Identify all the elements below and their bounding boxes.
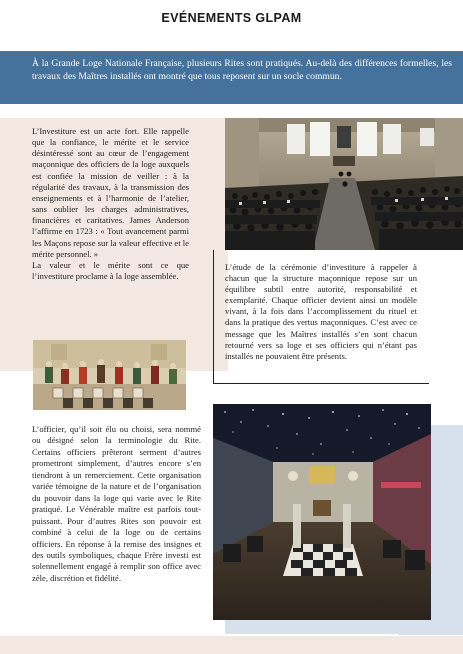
paragraph-valeur-merite: La valeur et le mérite sont ce que l’investiture proclame à la loge assemblée.	[32, 259, 189, 282]
blue-strip-bottom	[225, 620, 463, 634]
lodge-room-photo	[213, 404, 431, 620]
paragraph-officier: L’officier, qu’il soit élu ou choisi, sera nommé ou désigné selon la terminologie du Rite. Certains officiers prêteront serment d’autres promettront simplement, d’autres encore s’en tiendront à un remerciement. Cette organisation variée témoigne de la nature et de l’organisation du pouvoir dans la loge qui varie avec le Rite pratiqué. Le Vénérable maître est parfois tout-puissant. Pour d’autres Rites son pouvoir est combiné à celui de la loge ou de certains officiers. En réponse à la remise des insignes et des outils symboliques, chaque Frère investi est solennellement engagé à remplir son office avec zèle, discrétion et fidélité.	[32, 424, 201, 583]
ceremony-hall-photo	[225, 118, 463, 250]
beige-strip-bottom	[0, 636, 463, 654]
page-title: EVÉNEMENTS GLPAM	[161, 11, 302, 25]
intro-text: À la Grande Loge Nationale Française, plusieurs Rites sont pratiqués. Au-delà des différences formelles, les travaux des Maîtres installés ont montré que tous reposent sur un socle commun.	[32, 58, 452, 83]
lodge-painting-image	[33, 340, 186, 410]
intro-band	[0, 51, 463, 104]
paragraph-investiture: L’Investiture est un acte fort. Elle rappelle que la confiance, le mérite et le service désintéressé sont au cœur de l’engagement maçonnique des officiers de la loge auxquels est confiée la mission de veiller : à la régularité des travaux, à la transmission des enseignements et à l’harmonie de l’atelier, sans oublier les charges administratives, financières et caritatives. James Anderson l’affirme en 1723 : « Tout avancement parmi les Maçons repose sur la valeur effective et le mérite personnel. »	[32, 126, 189, 259]
paragraph-etude-ceremonie: L’étude de la cérémonie d’investiture à rappeler à chacun que la structure maçonnique repose sur un équilibre subtil entre autorité, responsabilité et exemplarité. Chaque officier devient ainsi un modèle vivant, à la fois dans l’accomplissement du rituel et dans la pratique des vertus maçonniques. C’est avec ce message que les Maîtres installés s’en sont chacun retourné vers sa loge et ses officiers qui n’étant pas installés ne pouvaient être présents.	[225, 262, 417, 361]
left-column-text	[32, 126, 189, 282]
